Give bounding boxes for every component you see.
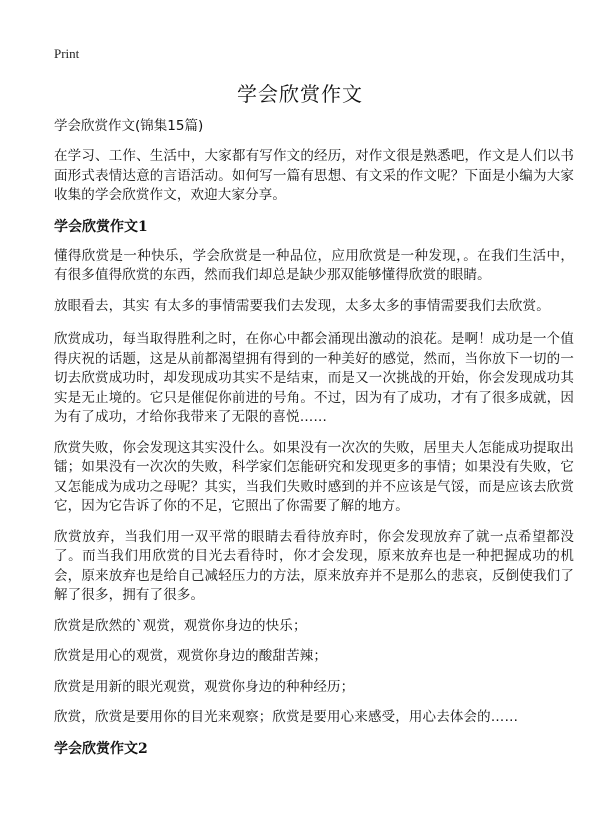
paragraph: 放眼看去，其实 有太多的事情需要我们去发现，太多太多的事情需要我们去欣赏。 — [54, 297, 550, 314]
paragraph: 欣赏是欣然的`观赏，观赏你身边的快乐； — [54, 617, 307, 634]
print-label[interactable]: Print — [54, 46, 80, 61]
paragraph: 欣赏失败，你会发现这其实没什么。如果没有一次次的失败，居里夫人怎能成功提取出镭；如果没有一次次的失败，科学家们怎能研究和发现更多的事情；如果没有失败，它又怎能成为成功之母呢？其实，当我们失败时感到的并不应该是气馁，而是应该去欣赏它，因为它告诉了你的不足，它照出了你需要了解的地方。 — [54, 439, 574, 514]
section-essay-2 — [54, 739, 574, 759]
paragraph: 欣赏是用新的眼光观赏，观赏你身边的种种经历； — [54, 678, 355, 695]
paragraph: 欣赏，欣赏是要用你的目光来观察；欣赏是要用心来感受，用心去体会的…… — [54, 709, 519, 725]
section-heading: 学会欣赏作文2 — [54, 740, 148, 757]
document-body — [54, 116, 574, 769]
paragraph: 懂得欣赏是一种快乐，学会欣赏是一种品位，应用欣赏是一种发现，。在我们生活中，有很多值得欣赏的东西，然而我们却总是缺少那双能够懂得欣赏的眼睛。 — [54, 247, 574, 283]
section-essay-1 — [54, 217, 574, 728]
paragraph: 欣赏放弃，当我们用一双平常的眼睛去看待放弃时，你会发现放弃了就一点希望都没了。而当我们用欣赏的目光去看待时，你才会发现，原来放弃也是一种把握成功的机会，原来放弃也是给自己减轻压力的方法，原来放弃并不是那么的悲哀，反倒使我们了解了很多，拥有了很多。 — [54, 528, 574, 603]
intro-paragraph: 在学习、工作、生活中，大家都有写作文的经历，对作文很是熟悉吧，作文是人们以书面形式表情达意的言语活动。如何写一篇有思想、有文采的作文呢？下面是小编为大家收集的学会欣赏作文，欢迎大家分享。 — [54, 148, 574, 203]
document-title: 学会欣赏作文 — [237, 82, 363, 106]
section-heading: 学会欣赏作文1 — [54, 218, 148, 235]
paragraph: 欣赏成功，每当取得胜利之时，在你心中都会涌现出激动的浪花。是啊！成功是一个值得庆祝的话题，这是从前都渴望拥有得到的一种美好的感觉，然而，当你放下一切的一切去欣赏成功时，却发现成功其实不是结束，而是又一次挑战的开始，你会发现成功其实是无止境的。它只是催促你前进的号角。不过，因为有了成功，才有了很多成就，因为有了成功，才给你我带来了无限的喜悦…… — [54, 331, 574, 425]
document-subtitle: 学会欣赏作文(锦集15篇) — [54, 118, 204, 134]
paragraph: 欣赏是用心的观赏，观赏你身边的酸甜苦辣； — [54, 648, 327, 664]
